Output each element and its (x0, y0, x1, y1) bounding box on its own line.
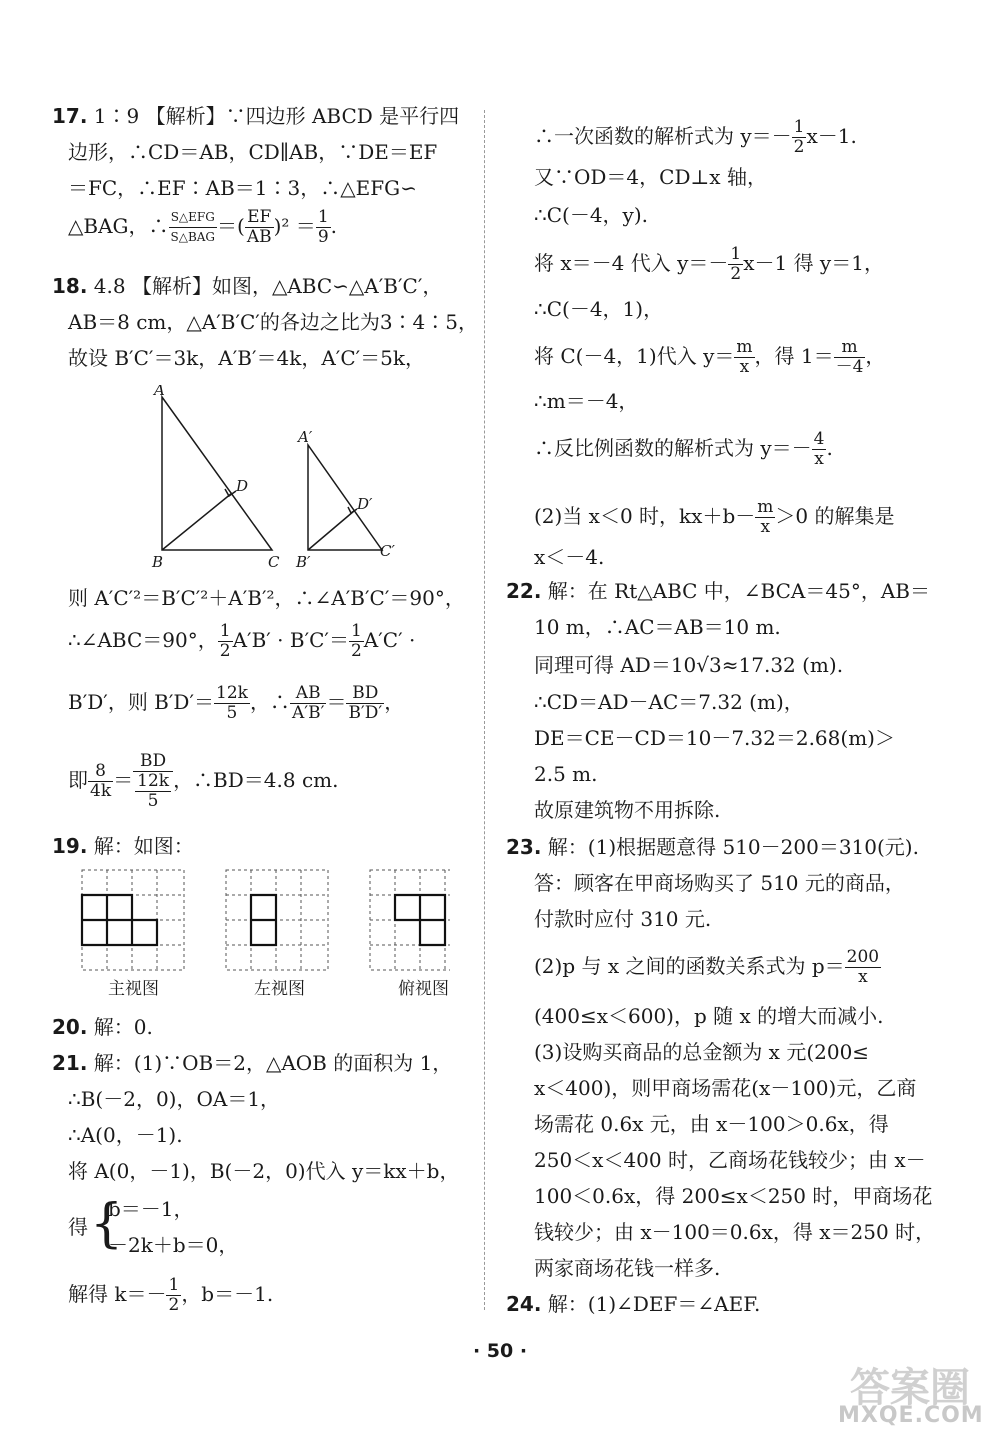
main-view-shape (82, 895, 157, 945)
fraction: $\frac{EF}{AB}$ (246, 207, 272, 247)
label-b: B (152, 553, 164, 571)
fraction: $\frac{BD}{B'D'}$ (348, 683, 383, 723)
problem-21-line-2: ∴B(－2，0)，OA＝1， (68, 1087, 281, 1111)
label-b-prime: B′ (296, 553, 311, 571)
problem-22-line-7: 故原建筑物不用拆除. (534, 798, 721, 822)
problem-23-line-8: 场需花 0.6x 元，由 x－100＞0.6x，得 (534, 1112, 889, 1136)
fraction: $\frac{4}{x}$ (813, 429, 825, 469)
label-c-prime: C′ (380, 542, 395, 560)
problem-18-line-7: 即 $\frac{8}{4k}$ ＝ $\frac{BD}{\frac{12k}{5}}$ ，∴BD＝4.8 cm. (68, 751, 339, 811)
top-view-shape (395, 895, 445, 945)
problem-18-line-4: 则 A′C′²＝B′C′²＋A′B′²，∴∠A′B′C′＝90°， (68, 586, 465, 610)
fraction: $\frac{1}{2}$ (793, 117, 805, 157)
problem-23-line-5: (400≤x＜600)，p 随 x 的增大而减小. (534, 1004, 884, 1028)
right-line-1: ∴一次函数的解析式为 y＝－ $\frac{1}{2}$ x－1. (534, 117, 857, 157)
problem-23-line-3: 付款时应付 310 元. (534, 907, 712, 931)
right-line-3: ∴C(－4，y). (534, 203, 649, 227)
right-line-8: ∴反比例函数的解析式为 y＝－ $\frac{4}{x}$ . (534, 429, 833, 469)
problem-21-line-1: 21. 解：(1)∵OB＝2，△AOB 的面积为 1， (52, 1051, 453, 1075)
right-line-4: 将 x＝－4 代入 y＝－ $\frac{1}{2}$ x－1 得 y＝1， (534, 244, 884, 284)
problem-19-line-1: 19. 解：如图： (52, 834, 194, 858)
compound-fraction: $\frac{BD}{\frac{12k}{5}}$ (133, 752, 173, 811)
problem-24-line-1: 24. 解：(1)∠DEF＝∠AEF. (506, 1292, 761, 1316)
fraction: $\frac{8}{4k}$ (90, 761, 112, 801)
problem-20: 20. 解：0. (52, 1015, 153, 1039)
problem-22-line-2: 10 m，∴AC＝AB＝10 m. (534, 615, 781, 639)
similar-triangles-figure (150, 385, 470, 575)
problem-17-line-2: 边形，∴CD＝AB，CD∥AB，∵DE＝EF (68, 140, 438, 164)
segment-bd (162, 493, 232, 550)
label-a: A (154, 385, 165, 399)
problem-23-line-7: x＜400)，则甲商场需花(x－100)元，乙商 (534, 1076, 917, 1100)
right-line-9: (2)当 x＜0 时，kx＋b－ $\frac{m}{x}$ ＞0 的解集是 (534, 497, 895, 537)
label-a-prime: A′ (298, 428, 313, 446)
fraction: $\frac{1}{2}$ (730, 244, 742, 284)
fraction: $\frac{1}{2}$ (219, 621, 231, 661)
problem-18-line-5: ∴∠ABC＝90°， $\frac{1}{2}$ A′B′ · B′C′＝ $\frac{1}{2}$ A′C′ · (68, 621, 416, 661)
view-label-left: 左视图 (254, 979, 305, 999)
problem-22-line-1: 22. 解：在 Rt△ABC 中，∠BCA＝45°，AB＝ (506, 579, 930, 603)
problem-17-line-4: △BAG，∴ $\frac{\text{S△EFG}}{\text{S△BAG}}$ ＝( $\frac{EF}{AB}$ )² ＝ $\frac{1}{9}$ . (68, 207, 337, 247)
problem-23-line-6: (3)设购买商品的总金额为 x 元(200≤ (534, 1040, 870, 1064)
problem-23-line-11: 钱较少；由 x－100＝0.6x，得 x＝250 时， (534, 1220, 936, 1244)
watermark-url: MXQE.COM (838, 1403, 984, 1428)
problem-17-line-1: 17. 1∶9 【解析】∵四边形 ABCD 是平行四 (52, 104, 460, 128)
fraction: $\frac{12k}{5}$ (216, 683, 248, 723)
right-line-7: ∴m＝－4， (534, 389, 639, 413)
view-label-main: 主视图 (108, 979, 159, 999)
problem-23-line-9: 250＜x＜400 时，乙商场花钱较少；由 x－ (534, 1148, 926, 1172)
view-label-top: 俯视图 (398, 979, 449, 999)
fraction: $\frac{m}{-4}$ (835, 337, 864, 377)
fraction: $\frac{1}{2}$ (168, 1275, 180, 1315)
problem-18-line-6: B′D′，则 B′D′＝ $\frac{12k}{5}$ ，∴ $\frac{AB}{A'B'}$ ＝ $\frac{BD}{B'D'}$ ， (68, 683, 405, 723)
watermark-logo: 答案圈 (850, 1365, 970, 1411)
right-line-6: 将 C(－4，1)代入 y＝ $\frac{m}{x}$ ，得 1＝ $\frac{m}{-4}$ ， (534, 337, 886, 377)
problem-22-line-6: 2.5 m. (534, 762, 598, 786)
problem-21-line-4: 将 A(0，－1)，B(－2，0)代入 y＝kx＋b， (68, 1159, 460, 1183)
label-d: D (236, 477, 249, 495)
problem-18-line-3: 故设 B′C′＝3k，A′B′＝4k，A′C′＝5k， (68, 346, 426, 370)
problem-23-line-10: 100＜0.6x，得 200≤x＜250 时，甲商场花 (534, 1184, 933, 1208)
segment-b2d2 (308, 511, 354, 550)
problem-22-line-3: 同理可得 AD＝10√3≈17.32 (m). (534, 653, 844, 677)
problem-18-line-1: 18. 4.8 【解析】如图，△ABC∽△A′B′C′， (52, 274, 443, 298)
fraction: $\frac{200}{x}$ (846, 947, 880, 987)
problem-23-line-12: 两家商场花钱一样多. (534, 1256, 721, 1280)
fraction: $\frac{1}{2}$ (350, 621, 362, 661)
page-number: · 50 · (472, 1340, 528, 1362)
fraction: $\frac{\text{S△EFG}}{\text{S△BAG}}$ (170, 210, 216, 244)
fraction: $\frac{m}{x}$ (736, 337, 753, 377)
problem-22-line-5: DE＝CE－CD＝10－7.32＝2.68(m)＞ (534, 726, 895, 750)
problem-18-line-2: AB＝8 cm，△A′B′C′的各边之比为3∶4∶5， (68, 310, 479, 334)
fraction: $\frac{m}{x}$ (757, 497, 774, 537)
right-line-10: x＜－4. (534, 545, 605, 569)
problem-23-line-2: 答：顾客在甲商场购买了 510 元的商品， (534, 871, 905, 895)
fraction: $\frac{1}{9}$ (317, 207, 329, 247)
three-views-figure (80, 868, 450, 974)
problem-22-line-4: ∴CD＝AD－AC＝7.32 (m)， (534, 690, 804, 714)
fraction: $\frac{AB}{A'B'}$ (291, 683, 325, 723)
brace: { (90, 1194, 124, 1254)
column-divider (484, 110, 485, 1310)
problem-21-line-6: 解得 k＝－ $\frac{1}{2}$ ，b＝－1. (68, 1275, 274, 1315)
problem-23-line-4: (2)p 与 x 之间的函数关系式为 p＝ $\frac{200}{x}$ (534, 947, 880, 987)
problem-17-line-3: ＝FC，∴EF∶AB＝1∶3，∴△EFG∽ (68, 176, 417, 200)
right-line-2: 又∵OD＝4，CD⊥x 轴， (534, 165, 767, 189)
triangle-abc (162, 397, 272, 550)
label-c: C (268, 553, 280, 571)
right-line-5: ∴C(－4，1)， (534, 297, 664, 321)
problem-23-line-1: 23. 解：(1)根据题意得 510－200＝310(元). (506, 835, 919, 859)
problem-21-line-3: ∴A(0，－1). (68, 1123, 183, 1147)
left-view-shape (251, 895, 276, 945)
label-d-prime: D′ (357, 495, 373, 513)
